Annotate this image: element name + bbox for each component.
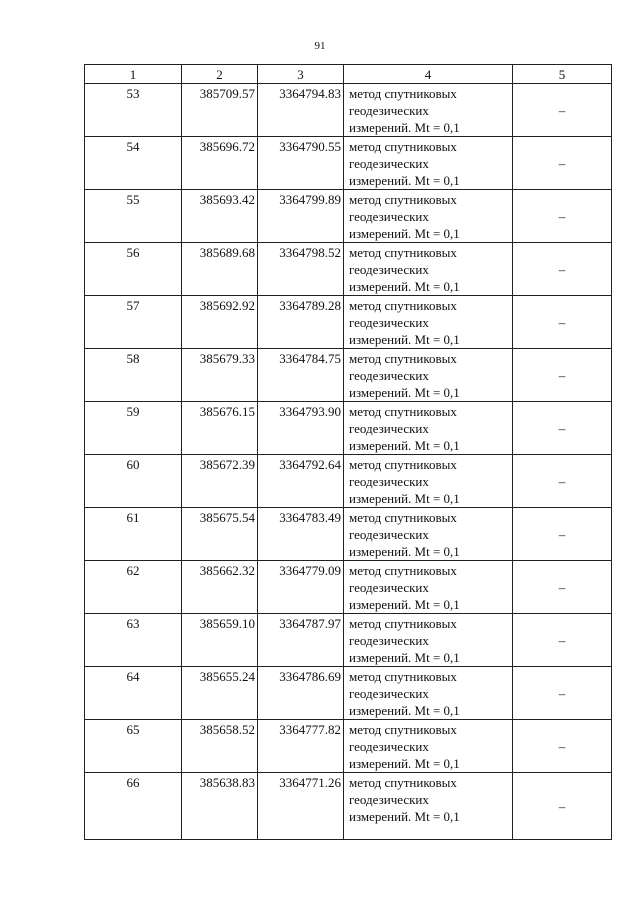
method-cell [344, 720, 513, 773]
method-text-line: метод спутниковых [349, 245, 457, 260]
method-cell [344, 84, 513, 137]
method-text-line: геодезических [349, 103, 429, 118]
method-text-line: измерений. Mt = 0,1 [349, 385, 460, 400]
table-row [85, 137, 612, 190]
x-coordinate-cell: 385659.10 [182, 614, 258, 667]
point-number-cell: 55 [85, 190, 182, 243]
y-coordinate-cell: 3364790.55 [258, 137, 344, 190]
method-text-line: геодезических [349, 739, 429, 754]
method-text-line: измерений. Mt = 0,1 [349, 650, 460, 665]
method-text-line: измерений. Mt = 0,1 [349, 279, 460, 294]
table-row [85, 720, 612, 773]
method-text-line: метод спутниковых [349, 351, 457, 366]
method-text-line: метод спутниковых [349, 86, 457, 101]
point-number-cell: 59 [85, 402, 182, 455]
method-cell [344, 614, 513, 667]
point-number-cell: 63 [85, 614, 182, 667]
table-row [85, 455, 612, 508]
method-cell [344, 667, 513, 720]
table-row [85, 84, 612, 137]
x-coordinate-cell: 385709.57 [182, 84, 258, 137]
x-coordinate-cell: 385655.24 [182, 667, 258, 720]
dash-cell: – [513, 614, 612, 667]
x-coordinate-cell: 385693.42 [182, 190, 258, 243]
method-text-line: измерений. Mt = 0,1 [349, 703, 460, 718]
method-text-line: метод спутниковых [349, 563, 457, 578]
dash-cell: – [513, 137, 612, 190]
method-text-line: геодезических [349, 580, 429, 595]
dash-cell: – [513, 402, 612, 455]
method-text-line: метод спутниковых [349, 298, 457, 313]
y-coordinate-cell: 3364777.82 [258, 720, 344, 773]
x-coordinate-cell: 385662.32 [182, 561, 258, 614]
dash-cell: – [513, 561, 612, 614]
x-coordinate-cell: 385679.33 [182, 349, 258, 402]
method-text-line: измерений. Mt = 0,1 [349, 544, 460, 559]
table-row [85, 614, 612, 667]
method-text-line: метод спутниковых [349, 722, 457, 737]
point-number-cell: 57 [85, 296, 182, 349]
dash-cell: – [513, 243, 612, 296]
method-text-line: измерений. Mt = 0,1 [349, 226, 460, 241]
method-text-line: метод спутниковых [349, 616, 457, 631]
method-text-line: геодезических [349, 686, 429, 701]
point-number-cell: 65 [85, 720, 182, 773]
method-text-line: геодезических [349, 156, 429, 171]
y-coordinate-cell: 3364792.64 [258, 455, 344, 508]
table-row [85, 349, 612, 402]
method-cell [344, 349, 513, 402]
header-col-3: 3 [258, 65, 344, 84]
table-row [85, 296, 612, 349]
method-cell [344, 243, 513, 296]
method-text-line: метод спутниковых [349, 510, 457, 525]
method-cell [344, 137, 513, 190]
point-number-cell: 62 [85, 561, 182, 614]
point-number-cell: 60 [85, 455, 182, 508]
y-coordinate-cell: 3364783.49 [258, 508, 344, 561]
y-coordinate-cell: 3364794.83 [258, 84, 344, 137]
table-row [85, 402, 612, 455]
dash-cell: – [513, 190, 612, 243]
header-row [85, 65, 612, 84]
method-text-line: метод спутниковых [349, 669, 457, 684]
method-text-line: метод спутниковых [349, 139, 457, 154]
method-text-line: измерений. Mt = 0,1 [349, 173, 460, 188]
y-coordinate-cell: 3364787.97 [258, 614, 344, 667]
dash-cell: – [513, 84, 612, 137]
y-coordinate-cell: 3364799.89 [258, 190, 344, 243]
y-coordinate-cell: 3364779.09 [258, 561, 344, 614]
method-text-line: геодезических [349, 633, 429, 648]
method-text-line: метод спутниковых [349, 192, 457, 207]
header-col-5: 5 [513, 65, 612, 84]
dash-cell: – [513, 667, 612, 720]
y-coordinate-cell: 3364786.69 [258, 667, 344, 720]
y-coordinate-cell: 3364789.28 [258, 296, 344, 349]
method-text-line: измерений. Mt = 0,1 [349, 120, 460, 135]
method-text-line: измерений. Mt = 0,1 [349, 491, 460, 506]
table-row [85, 561, 612, 614]
method-cell [344, 296, 513, 349]
method-cell [344, 455, 513, 508]
method-text-line: геодезических [349, 527, 429, 542]
point-number-cell: 61 [85, 508, 182, 561]
x-coordinate-cell: 385672.39 [182, 455, 258, 508]
method-cell [344, 190, 513, 243]
method-cell [344, 508, 513, 561]
table-row [85, 508, 612, 561]
point-number-cell: 64 [85, 667, 182, 720]
y-coordinate-cell: 3364798.52 [258, 243, 344, 296]
method-text-line: геодезических [349, 209, 429, 224]
x-coordinate-cell: 385689.68 [182, 243, 258, 296]
header-col-1: 1 [85, 65, 182, 84]
method-cell [344, 773, 513, 840]
y-coordinate-cell: 3364771.26 [258, 773, 344, 840]
dash-cell: – [513, 296, 612, 349]
method-text-line: геодезических [349, 421, 429, 436]
dash-cell: – [513, 455, 612, 508]
method-text-line: измерений. Mt = 0,1 [349, 332, 460, 347]
x-coordinate-cell: 385658.52 [182, 720, 258, 773]
dash-cell: – [513, 349, 612, 402]
x-coordinate-cell: 385696.72 [182, 137, 258, 190]
point-number-cell: 54 [85, 137, 182, 190]
method-text-line: метод спутниковых [349, 775, 457, 790]
dash-cell: – [513, 508, 612, 561]
method-text-line: метод спутниковых [349, 457, 457, 472]
method-cell [344, 561, 513, 614]
x-coordinate-cell: 385638.83 [182, 773, 258, 840]
y-coordinate-cell: 3364784.75 [258, 349, 344, 402]
method-text-line: измерений. Mt = 0,1 [349, 438, 460, 453]
method-text-line: геодезических [349, 368, 429, 383]
point-number-cell: 56 [85, 243, 182, 296]
method-text-line: геодезических [349, 474, 429, 489]
point-number-cell: 53 [85, 84, 182, 137]
point-number-cell: 58 [85, 349, 182, 402]
x-coordinate-cell: 385692.92 [182, 296, 258, 349]
method-text-line: геодезических [349, 315, 429, 330]
y-coordinate-cell: 3364793.90 [258, 402, 344, 455]
dash-cell: – [513, 773, 612, 840]
point-number-cell: 66 [85, 773, 182, 840]
page-number: 91 [314, 40, 326, 52]
method-text-line: метод спутниковых [349, 404, 457, 419]
header-col-4: 4 [344, 65, 513, 84]
table-row [85, 190, 612, 243]
method-text-line: измерений. Mt = 0,1 [349, 597, 460, 612]
method-cell [344, 402, 513, 455]
dash-cell: – [513, 720, 612, 773]
method-text-line: геодезических [349, 792, 429, 807]
method-text-line: геодезических [349, 262, 429, 277]
method-text-line: измерений. Mt = 0,1 [349, 809, 460, 824]
table-row [85, 773, 612, 840]
x-coordinate-cell: 385676.15 [182, 402, 258, 455]
coordinates-table [84, 64, 612, 840]
header-col-2: 2 [182, 65, 258, 84]
table-row [85, 243, 612, 296]
method-text-line: измерений. Mt = 0,1 [349, 756, 460, 771]
table-row [85, 667, 612, 720]
x-coordinate-cell: 385675.54 [182, 508, 258, 561]
